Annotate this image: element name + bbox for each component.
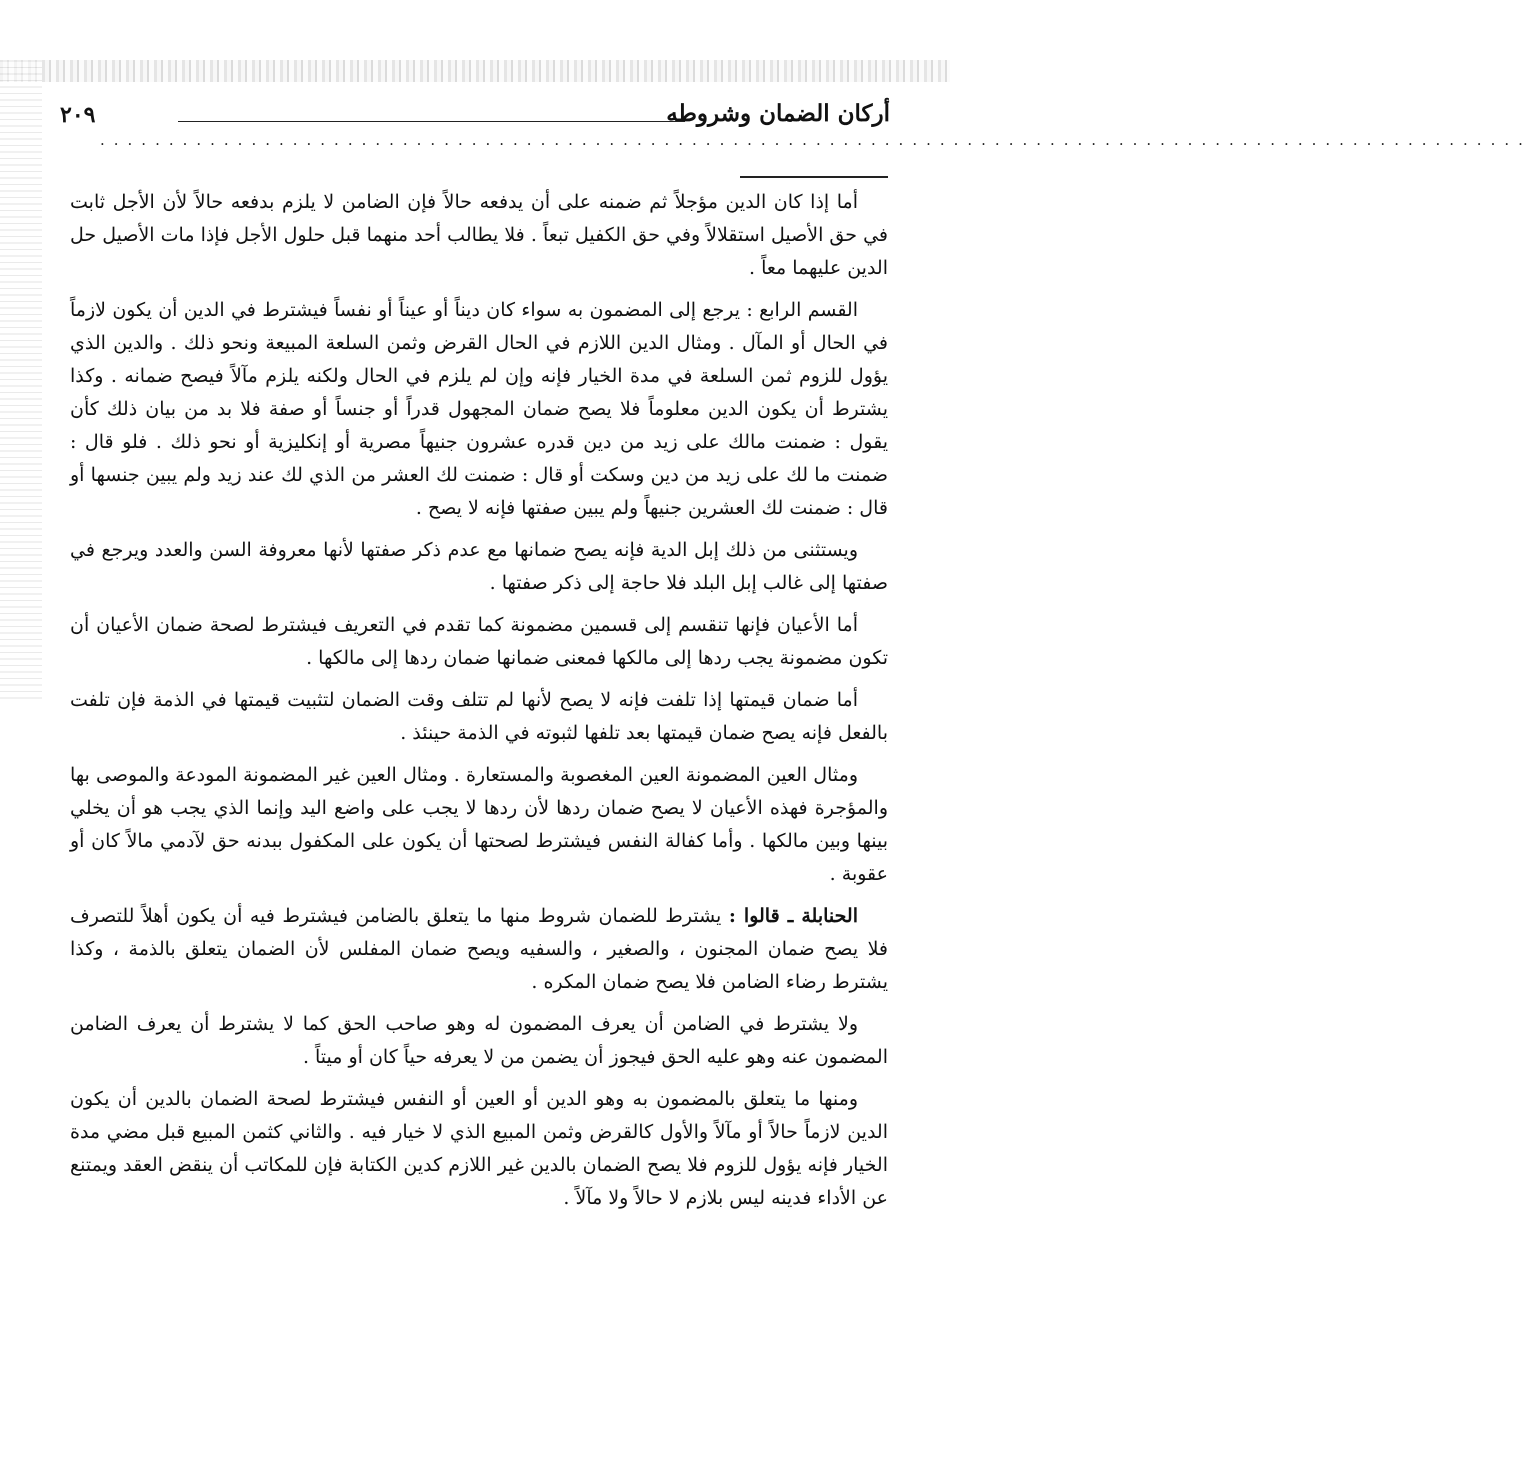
page-header [60,98,890,138]
paragraph-guarantor-knowledge: ولا يشترط في الضامن أن يعرف المضمون له وهو صاحب الحق كما لا يشترط أن يعرف الضامن المضمون عنه وهو عليه الحق فيجوز أن يضمن من لا يعرفه حياً كان أو ميتاً . [70,1013,888,1068]
scan-edge-left [0,60,42,700]
scan-edge-top [0,60,950,82]
paragraph-guaranteed-debt: ومنها ما يتعلق بالمضمون به وهو الدين أو العين أو النفس فيشترط لصحة الضمان بالدين أن يكون الدين لازماً حالاً أو مآلاً والأول كالقرض وثمن المبيع الذي لا خيار فيه . والثاني كثمن المبيع قبل مضي مدة الخيار فإنه يؤول للزوم فلا يصح الضمان بالدين غير اللازم كدين الكتابة فإن للمكاتب أن ينقض العقد ويمتنع عن الأداء فدينه ليس بلازم لا حالاً ولا مآلاً . [70,1088,888,1209]
hanabila-text: يشترط للضمان شروط منها ما يتعلق بالضامن فيشترط فيه أن يكون أهلاً للتصرف فلا يصح ضمان المجنون ، والصغير ، والسفيه ويصح ضمان المفلس لأن الضمان يتعلق بالذمة ، وكذا يشترط رضاء الضامن فلا يصح ضمان المكره . [70,905,888,993]
section-rule [740,176,888,178]
header-rule [178,121,685,122]
running-title: أركان الضمان وشروطه [666,100,890,127]
paragraph-value-guarantee: أما ضمان قيمتها إذا تلفت فإنه لا يصح لأنها لم تتلف وقت الضمان لتثبيت قيمتها في الذمة فإن تلفت بالفعل فإنه يصح ضمان قيمتها بعد تلفها لثبوته في الذمة حينئذ . [70,689,888,744]
paragraph-blood-money: ويستثنى من ذلك إبل الدية فإنه يصح ضمانها مع عدم ذكر صفتها لأنها معروفة السن والعدد ويرجع في صفتها إلى غالب إبل البلد فلا حاجة إلى ذكر صفتها . [70,539,888,594]
paragraph-deferred-debt: أما إذا كان الدين مؤجلاً ثم ضمنه على أن يدفعه حالاً فإن الضامن لا يلزم بدفعه حالاً لأن الأجل ثابت في حق الأصيل استقلالاً وفي حق الكفيل تبعاً . فلا يطالب أحد منهما قبل حلول الأجل فإذا مات الأصيل حل الدين عليهما معاً . [70,191,888,279]
dotted-divider: ········································································································ [100,135,1532,153]
hanabila-lead: الحنابلة ـ قالوا : [728,905,858,927]
paragraph-hanabila [70,900,888,999]
page-body [70,186,888,1224]
page-number: ٢٠٩ [60,102,96,128]
paragraph-examples: ومثال العين المضمونة العين المغصوبة والمستعارة . ومثال العين غير المضمونة المودعة والموصى بها والمؤجرة فهذه الأعيان لا يصح ضمان ردها لأن ردها لا يجب على واضع اليد وإنما الذي يجب هو أن يخلي بينها وبين مالكها . وأما كفالة النفس فيشترط لصحتها أن يكون على المكفول ببدنه حق لآدمي مالاً كان أو عقوبة . [70,764,888,885]
paragraph-fourth-section: القسم الرابع : يرجع إلى المضمون به سواء كان ديناً أو عيناً أو نفساً فيشترط في الدين أن يكون لازماً في الحال أو المآل . ومثال الدين اللازم في الحال القرض وثمن السلعة المبيعة ونحو ذلك . والدين الذي يؤول للزوم ثمن السلعة في مدة الخيار فإنه وإن لم يلزم في الحال ولكنه يلزم مآلاً فيصح ضمانه . وكذا يشترط أن يكون الدين معلوماً فلا يصح ضمان المجهول قدراً أو جنساً أو صفة فلا بد من بيان ذلك كأن يقول : ضمنت مالك على زيد من دين قدره عشرون جنيهاً مصرية أو إنكليزية أو نحو ذلك . فلو قال : ضمنت ما لك على زيد من دين وسكت أو قال : ضمنت لك العشر من الذي لك عند زيد ولم يبين جنسها أو قال : ضمنت لك العشرين جنيهاً ولم يبين صفتها فإنه لا يصح . [70,299,888,519]
paragraph-assets: أما الأعيان فإنها تنقسم إلى قسمين مضمونة كما تقدم في التعريف فيشترط لصحة ضمان الأعيان أن تكون مضمونة يجب ردها إلى مالكها فمعنى ضمانها ضمان ردها إلى مالكها . [70,614,888,669]
